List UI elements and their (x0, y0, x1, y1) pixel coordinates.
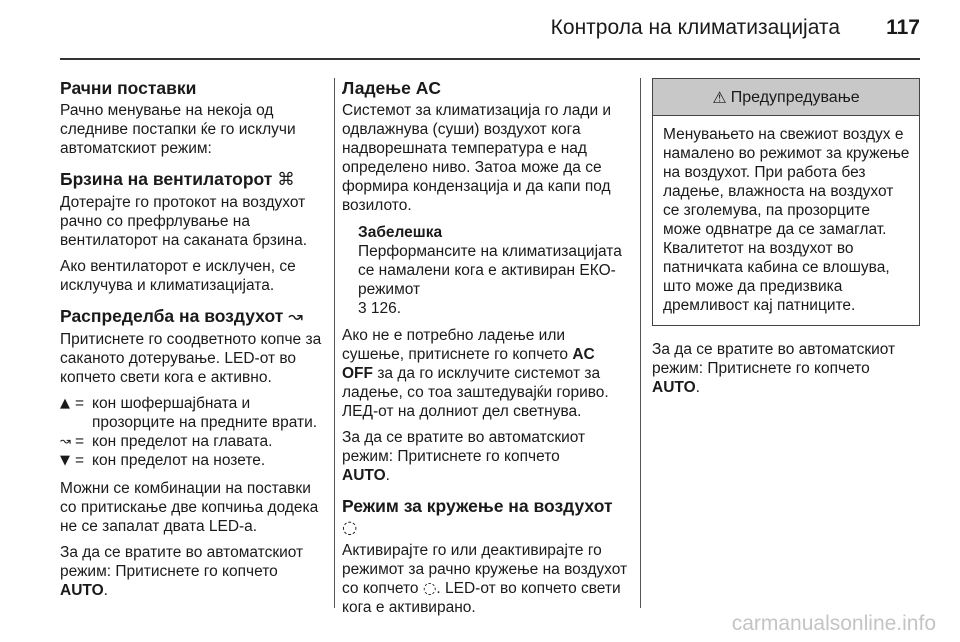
head-area-icon: ↝ (60, 434, 71, 449)
auto-button-label: AUTO (342, 467, 386, 484)
ac-off-button-label: AC OFF (342, 346, 595, 382)
fan-icon: ⌘ (277, 170, 295, 190)
page-reference: 3 126. (358, 300, 402, 317)
column-2 (342, 78, 628, 624)
recirculation-icon: ◌ (342, 518, 358, 538)
page-number: 117 (886, 16, 920, 39)
fan-speed-text-1: Дотерајте го протокот на воздухот рачно со префрлување на вентилаторот на саканата брзина. (60, 194, 308, 249)
cooling-ac-text-2: Ако не е потребно ладење или сушење, притиснете го копчето AC OFF за да го исклучите системот за ладење, со тоа заштедувајќи гориво. ЛЕД-от на долниот дел светнува. (342, 327, 609, 420)
manual-settings-text: Рачно менување на некоја од следниве постапки ќе го исклучи автоматскиот режим: (60, 102, 296, 157)
auto-mode-text: За да се вратите во автоматскиот режим: Притиснете го копчето AUTO. (652, 341, 896, 396)
recirculation-heading: Режим за кружење на воздухот ◌ (342, 496, 613, 538)
fan-speed-heading: Брзина на вентилаторот ⌘ (60, 169, 295, 190)
warning-header (653, 79, 919, 116)
watermark: carmanualsonline.info (731, 612, 936, 635)
footwell-icon: ▼ (60, 453, 70, 468)
cooling-ac-heading: Ладење AC (342, 78, 442, 98)
air-distribution-options (60, 394, 328, 470)
recirculation-text: Активирајте го или деактивирајте го режимот за рачно кружење на воздухот со копчето ◌. LED-от во копчето свети кога е активирано. (342, 542, 628, 616)
column-divider-1 (334, 78, 335, 608)
fan-speed-text-2: Ако вентилаторот е исклучен, се исклучува и климатизацијата. (60, 258, 296, 294)
manual-settings-heading: Рачни поставки (60, 78, 197, 98)
auto-mode-text: За да се вратите во автоматскиот режим: Притиснете го копчето AUTO. (342, 429, 586, 484)
air-distribution-icon: ↝ (288, 307, 303, 327)
column-3 (652, 78, 920, 404)
note-title: Забелешка (358, 224, 443, 241)
warning-box (652, 78, 920, 326)
page-title: Контрола на климатизацијата (550, 16, 840, 39)
list-item: ▼ = кон пределот на нозете. (60, 452, 266, 469)
column-1 (60, 78, 328, 607)
warning-title: Предупредување (730, 88, 860, 106)
list-item: ↝ = кон пределот на главата. (60, 433, 273, 450)
warning-triangle-icon: ⚠ (712, 87, 727, 107)
recirculation-icon: ◌ (422, 579, 437, 597)
air-distribution-text-1: Притиснете го соодветното копче за саканото дотерување. LED-от во копчето свети кога е активно. (60, 331, 322, 386)
list-item: ▲ = кон шофершајбната и прозорците на предните врати. (60, 395, 318, 431)
header-divider (60, 58, 920, 60)
cooling-ac-text-1: Системот за климатизација го лади и одвлажнува (суши) воздухот кога надворешната температура е над определено ниво. Затоа може да се формира кондензација и да капи под возилото. (342, 102, 612, 214)
note-text: Перформансите на климатизацијата се намалени кога е активиран ЕКО-режимот 3 126. (358, 243, 622, 317)
warning-text: Менувањето на свежиот воздух е намалено во режимот за кружење на воздухот. При работа без ладење, влажноста на воздухот се зголемува, па прозорците може одвнатре да се замаглат. Квалитетот на воздухот во патничката кабина се влошува, што може да предизвика дремливост кај патниците. (663, 126, 910, 314)
column-divider-2 (640, 78, 641, 608)
auto-button-label: AUTO (652, 379, 696, 396)
auto-button-label: AUTO (60, 582, 104, 599)
air-distribution-text-2: Можни се комбинации на поставки со притискање две копчиња додека не се запалат двата LED-а. (60, 480, 319, 535)
air-distribution-heading: Распределба на воздухот ↝ (60, 306, 303, 327)
auto-mode-text: За да се вратите во автоматскиот режим: Притиснете го копчето AUTO. (60, 544, 304, 599)
windscreen-icon: ▲ (60, 396, 70, 411)
note-box (358, 223, 628, 318)
page-header (0, 0, 960, 60)
